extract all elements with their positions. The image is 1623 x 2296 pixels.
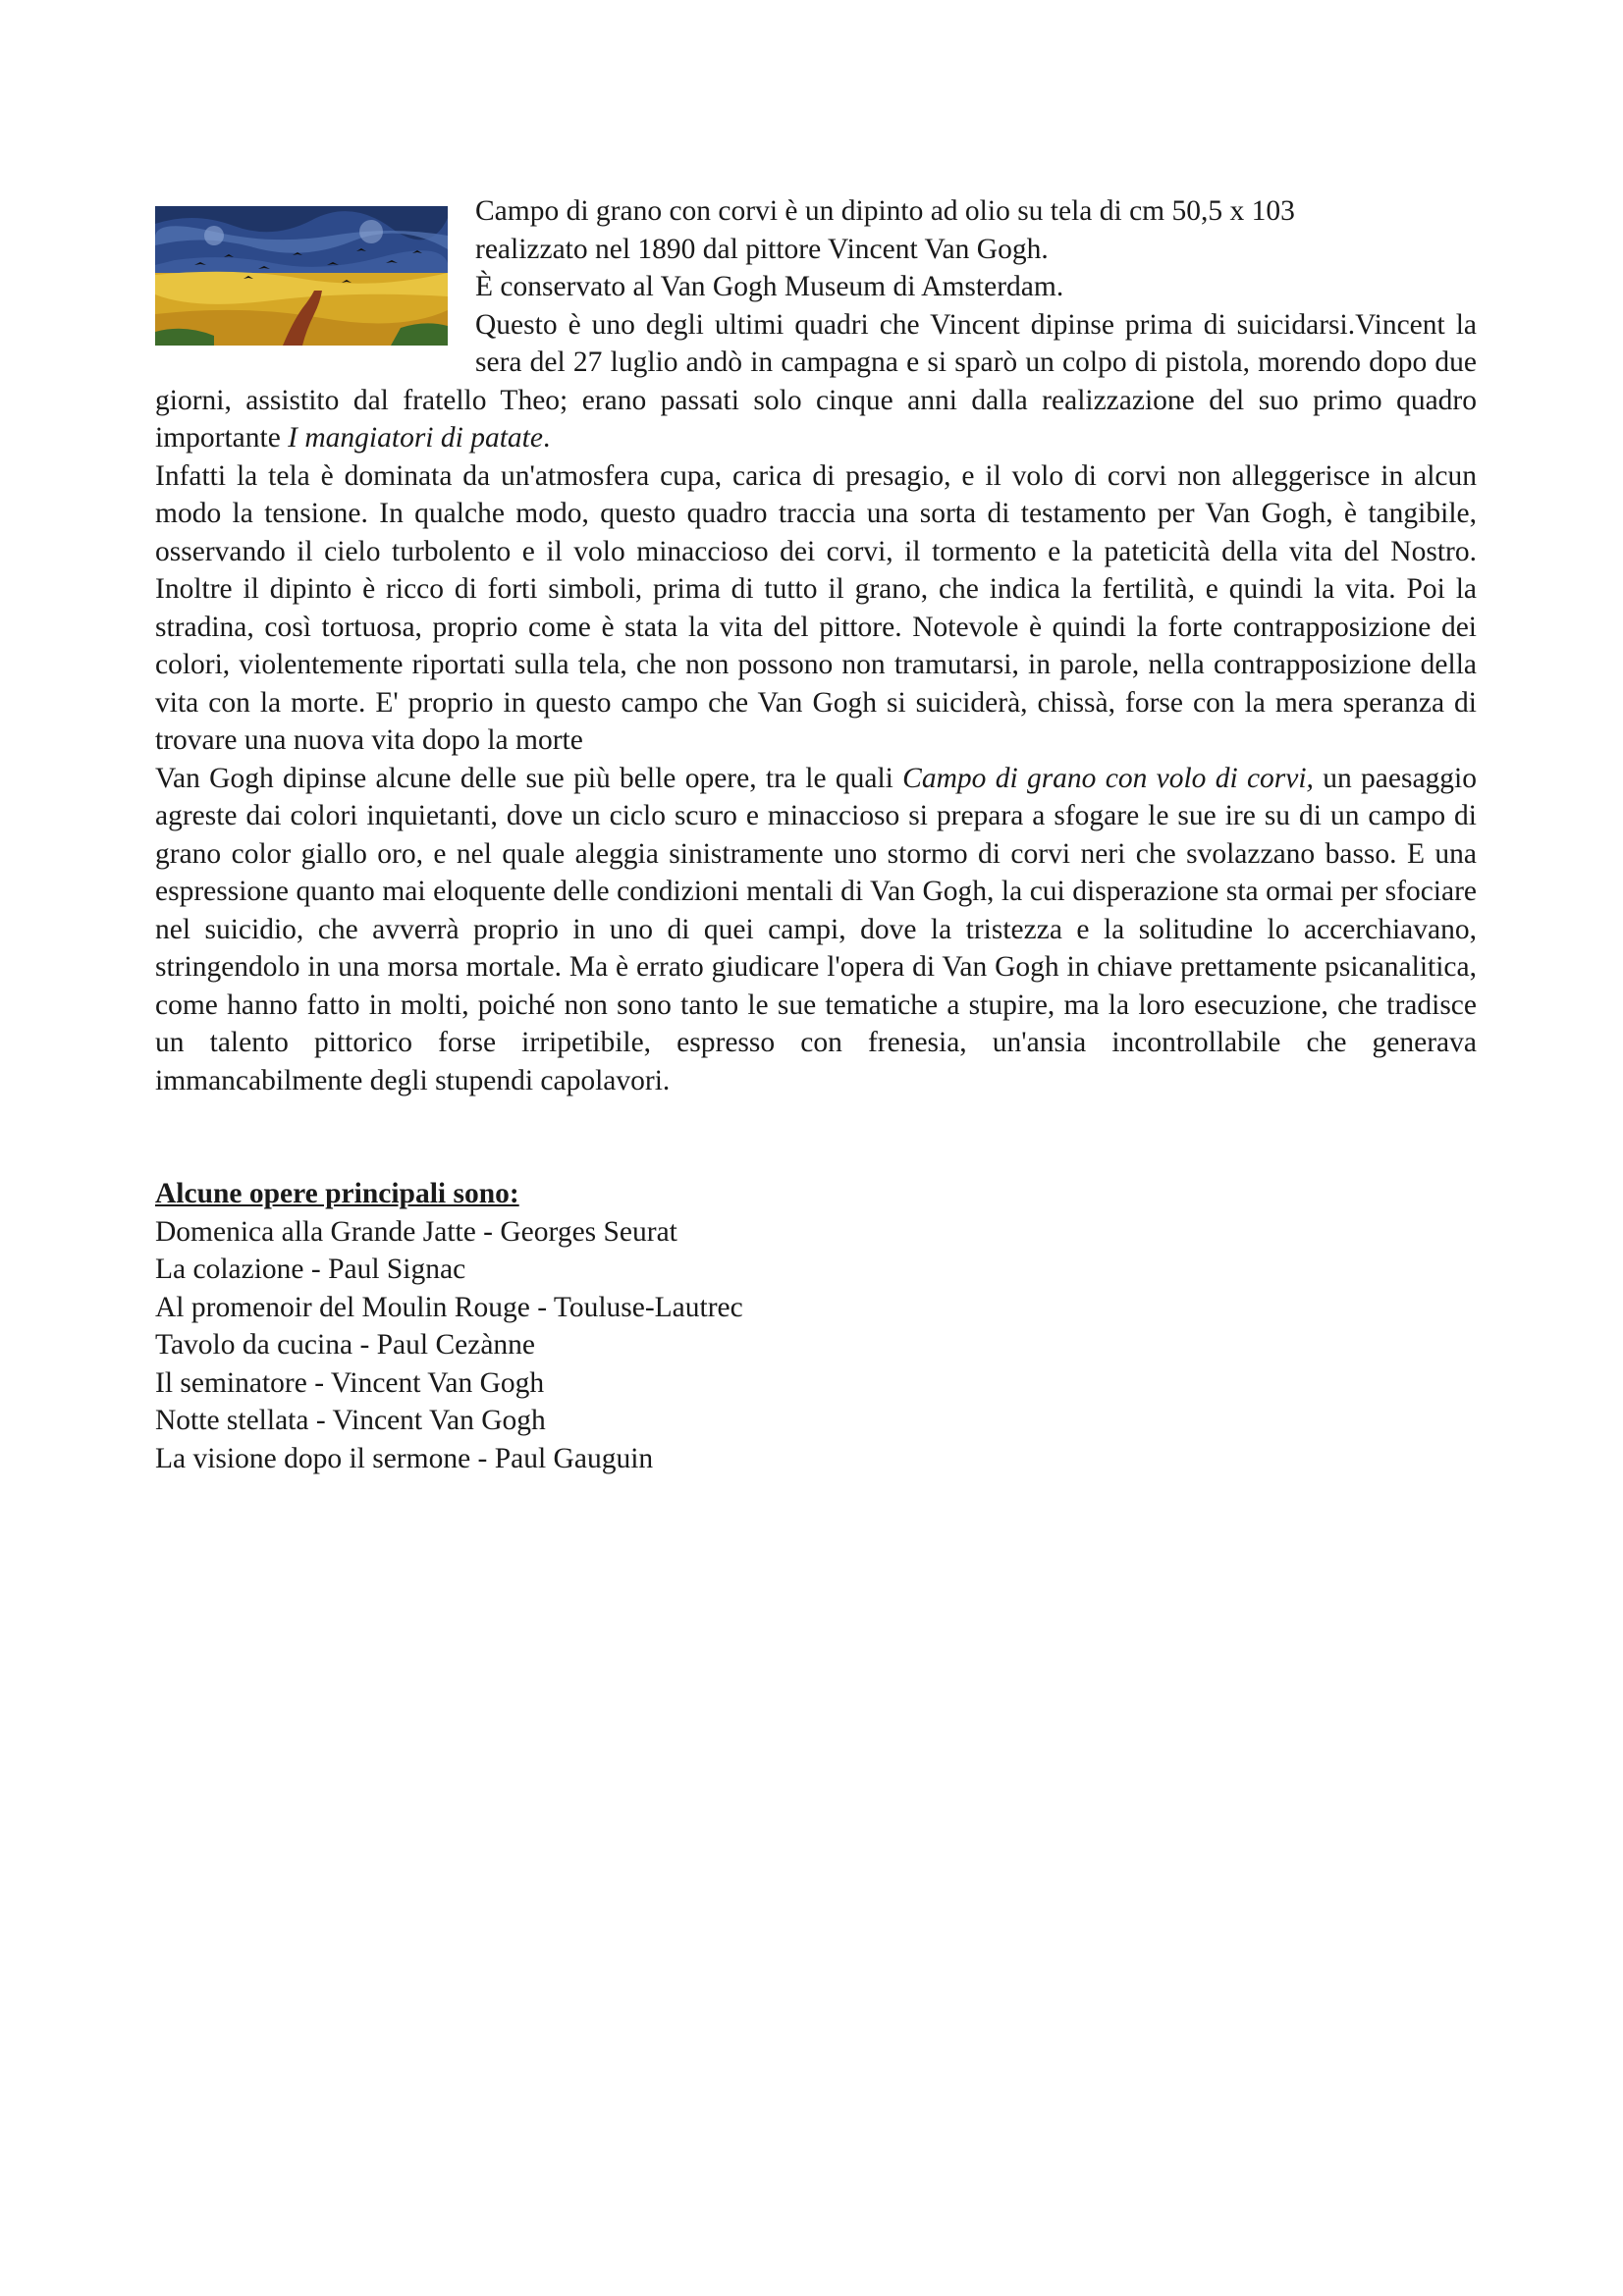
paragraph-3 (155, 760, 1477, 1100)
list-item: Notte stellata - Vincent Van Gogh (155, 1405, 546, 1436)
section-spacer (155, 1099, 1477, 1175)
intro-line: Campo di grano con corvi è un dipinto ad olio su tela di cm 50,5 x 103 (475, 195, 1295, 227)
wheatfield-with-crows-painting (155, 206, 448, 346)
works-list-title: Alcune opere principali sono: (155, 1178, 519, 1209)
list-item: Al promenoir del Moulin Rouge - Touluse-Lautrec (155, 1291, 743, 1323)
paragraph-1-text: Questo è uno degli ultimi quadri che Vincent dipinse prima di suicidarsi.Vincent la sera del 27 luglio andò in campagna e si sparò un colpo di pistola, morendo dopo due giorni, assistito dal fratello Theo; erano passati solo cinque anni dalla realizzazione del suo primo quadro importante (155, 308, 1477, 454)
intro-line: realizzato nel 1890 dal pittore Vincent Van Gogh. (475, 233, 1049, 265)
list-item: Domenica alla Grande Jatte - Georges Seurat (155, 1215, 677, 1248)
document-body (155, 192, 1477, 1477)
list-item: La visione dopo il sermone - Paul Gauguin (155, 1442, 654, 1474)
paragraph-3-italic-title: Campo di grano con volo di corvi, (902, 762, 1314, 794)
paragraph-3-start: Van Gogh dipinse alcune delle sue più belle opere, tra le quali (155, 762, 903, 794)
list-item: Tavolo da cucina - Paul Cezànne (155, 1329, 536, 1361)
paragraph-3-rest: un paesaggio agreste dai colori inquietanti, dove un ciclo scuro e minaccioso si prepara a sfogare le sue ire su di un campo di grano color giallo oro, e nel quale aleggia sinistramente uno stormo di corvi neri che svolazzano basso. E una espressione quanto mai eloquente delle condizioni mentali di Van Gogh, la cui disperazione sta ormai per sfociare nel suicidio, che avverrà proprio in uno di quei campi, dove la tristezza e la solitudine lo accerchiavano, stringendolo in una morsa mortale. Ma è errato giudicare l'opera di Van Gogh in chiave prettamente psicanalitica, come hanno fatto in molti, poiché non sono tanto le sue tematiche a stupire, ma la loro esecuzione, che tradisce un talento pittorico forse irripetibile, espresso con frenesia, un'ansia incontrollabile che generava immancabilmente degli stupendi capolavori. (155, 762, 1477, 1096)
paragraph-2: Infatti la tela è dominata da un'atmosfera cupa, carica di presagio, e il volo di corvi non alleggerisce in alcun modo la tensione. In qualche modo, questo quadro traccia una sorta di testamento per Van Gogh, è tangibile, osservando il cielo turbolento e il volo minaccioso dei corvi, il tormento e la pateticità della vita del Nostro. Inoltre il dipinto è ricco di forti simboli, prima di tutto il grano, che indica la fertilità, e quindi la vita. Poi la stradina, così tortuosa, proprio come è stata la vita del pittore. Notevole è quindi la forte contrapposizione dei colori, violentemente riportati sulla tela, che non possono non tramutarsi, in parole, nella contrapposizione della vita con la morte. E' proprio in questo campo che Van Gogh si suiciderà, chissà, forse con la mera speranza di trovare una nuova vita dopo la morte (155, 459, 1477, 756)
list-item: La colazione - Paul Signac (155, 1254, 466, 1285)
paragraph-1-end: . (542, 422, 551, 454)
paragraph-1-italic-title: I mangiatori di patate (288, 422, 543, 454)
intro-line: È conservato al Van Gogh Museum di Amsterdam. (475, 271, 1064, 302)
list-item: Il seminatore - Vincent Van Gogh (155, 1366, 545, 1399)
works-list (155, 1213, 1477, 1478)
